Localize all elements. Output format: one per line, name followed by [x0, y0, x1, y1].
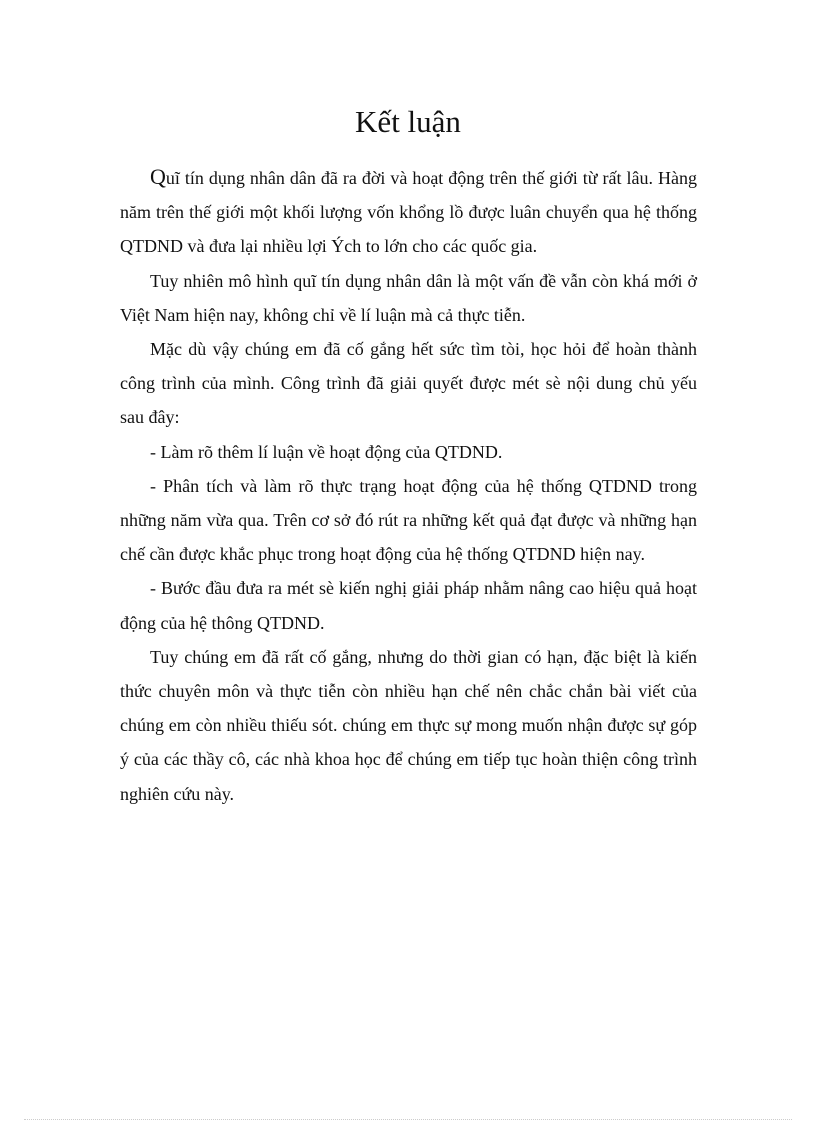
paragraph-initial: Q	[150, 164, 166, 189]
paragraph-closing: Tuy chúng em đã rất cố gắng, nhưng do thời gian có hạn, đặc biệt là kiến thức chuyên môn và thực tiễn còn nhiều hạn chế nên chắc chắn bài viết của chúng em còn nhiều thiếu sót. chúng em thực sự mong muốn nhận được sự góp ý của các thầy cô, các nhà khoa học để chúng em tiếp tục hoàn thiện công trình nghiên cứu này.	[120, 646, 697, 804]
bullet-item-theory: - Làm rõ thêm lí luận về hoạt động của QTDND.	[150, 441, 503, 462]
paragraph-effort: Mặc dù vậy chúng em đã cố gắng hết sức tìm tòi, học hỏi để hoàn thành công trình của mình. Công trình đã giải quyết được mét sè nội dung chủ yếu sau đây:	[120, 339, 697, 428]
paragraph-intro-text: uĩ tín dụng nhân dân đã ra đời và hoạt động trên thế giới từ rất lâu. Hàng năm trên thế giới một khối lượng vốn khổng lồ được luân chuyển qua hệ thống QTDND và đưa lại nhiều lợi Ých to lớn cho các quốc gia.	[120, 168, 697, 257]
bullet-item-recommendations: - Bước đầu đưa ra mét sè kiến nghị giải pháp nhằm nâng cao hiệu quả hoạt động của hệ thông QTDND.	[120, 578, 697, 633]
bullet-item-analysis: - Phân tích và làm rõ thực trạng hoạt động của hệ thống QTDND trong những năm vừa qua. Trên cơ sở đó rút ra những kết quả đạt được và những hạn chế cần được khắc phục trong hoạt động của hệ thống QTDND hiện nay.	[120, 475, 697, 565]
paragraph-intro	[120, 160, 697, 264]
paragraph-context: Tuy nhiên mô hình quĩ tín dụng nhân dân là một vấn đề vẫn còn khá mới ở Việt Nam hiện nay, không chỉ về lí luận mà cả thực tiễn.	[120, 270, 697, 325]
footer-divider	[24, 1119, 792, 1120]
document-body	[120, 160, 697, 811]
page-title: Kết luận	[355, 104, 461, 139]
